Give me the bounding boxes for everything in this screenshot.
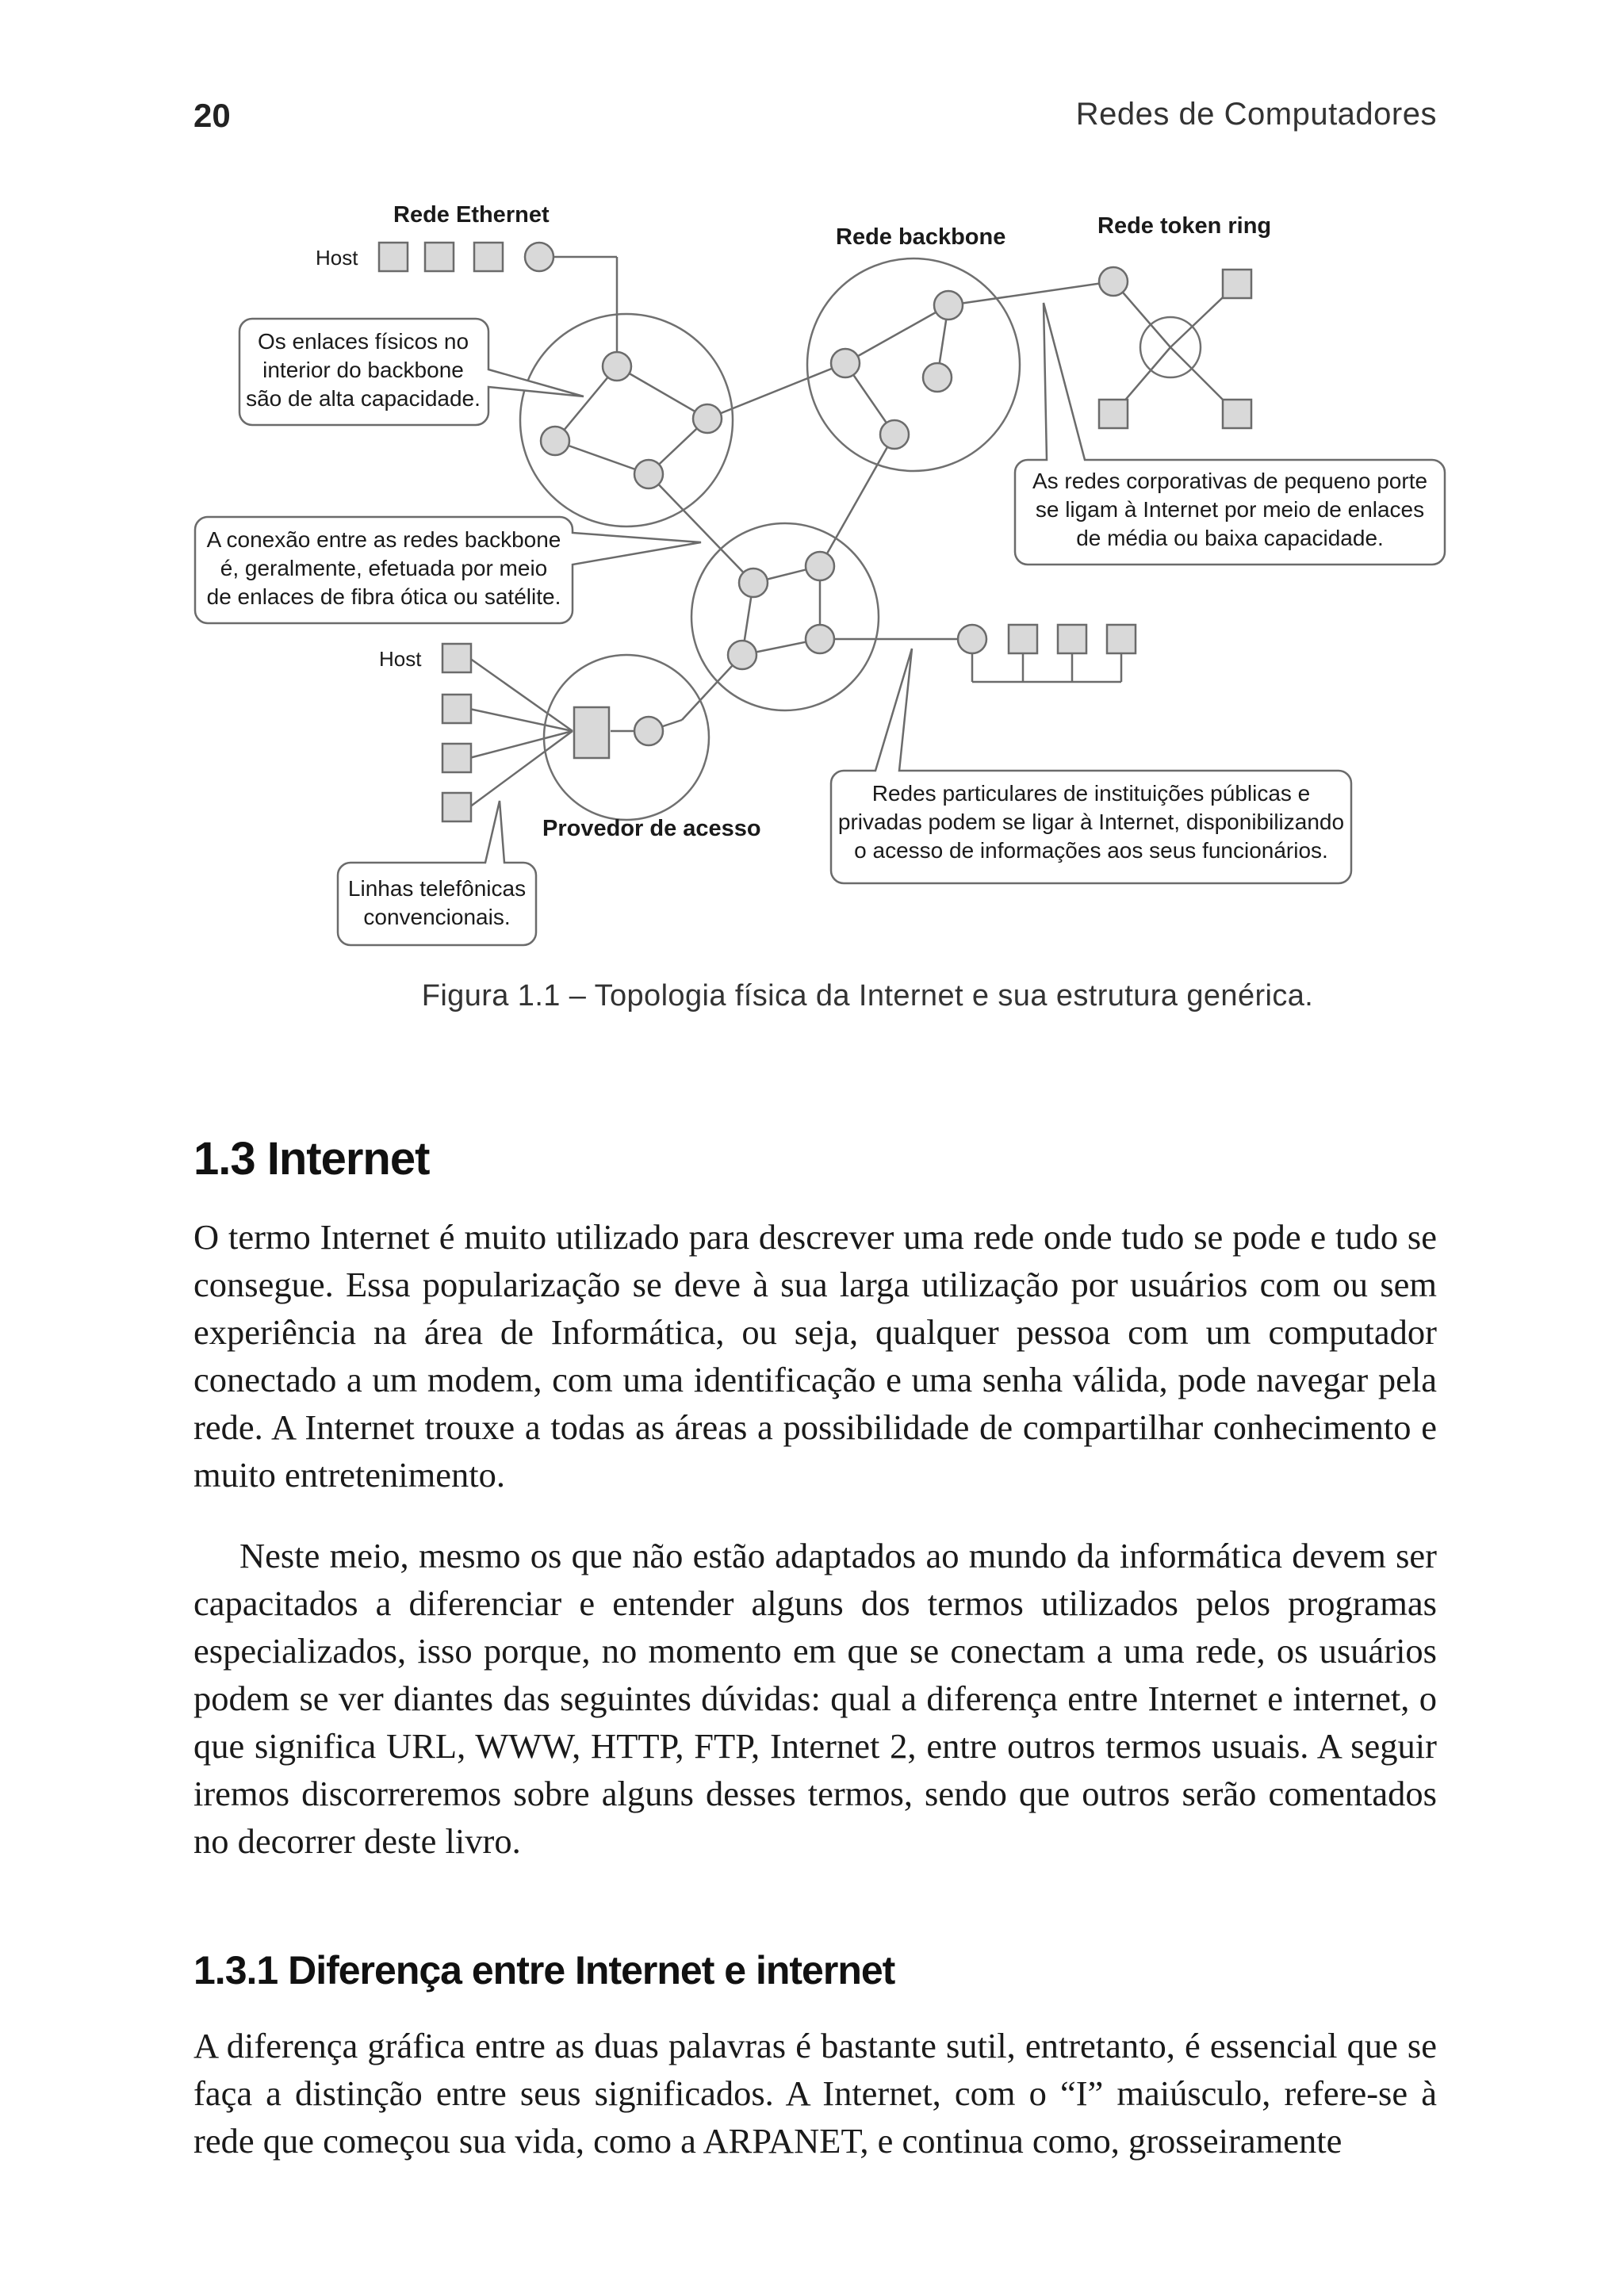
svg-text:de média ou baixa capacidade.: de média ou baixa capacidade. — [1076, 526, 1384, 550]
private-network-hosts — [1009, 625, 1136, 653]
label-rede-backbone: Rede backbone — [836, 224, 1006, 250]
page-number: 20 — [193, 97, 231, 134]
label-rede-token-ring: Rede token ring — [1097, 213, 1272, 239]
figure-caption: Figura 1.1 – Topologia física da Internet e sua estrutura genérica. — [421, 979, 1314, 1013]
svg-text:A conexão entre as redes backb: A conexão entre as redes backbone — [206, 527, 561, 552]
label-provedor-de-acesso: Provedor de acesso — [542, 816, 761, 841]
dialup-hosts — [442, 644, 609, 821]
internet-topology-figure — [0, 0, 1624, 967]
svg-text:Os enlaces físicos no: Os enlaces físicos no — [257, 329, 469, 354]
svg-text:é, geralmente, efetuada por me: é, geralmente, efetuada por meio — [220, 556, 548, 580]
svg-text:Redes particulares de institui: Redes particulares de instituições públicas e — [871, 781, 1311, 806]
callout-corporativas — [1032, 469, 1427, 550]
running-header-title: Redes de Computadores — [1075, 97, 1437, 132]
section-paragraph-1: O termo Internet é muito utilizado para descrever uma rede onde tudo se pode e tudo se consegue. Essa popularização se deve à sua larga utilização por usuários com ou sem experiência na área de Informática, ou seja, qualquer pessoa com um computador conectado a um modem, com uma identificação e uma senha válida, pode navegar pela rede. A Internet trouxe a todas as áreas a possibilidade de compartilhar conhecimento e muito entretenimento. — [193, 1217, 1437, 1495]
callout-enlaces — [246, 329, 481, 411]
label-host-bottom: Host — [379, 647, 422, 671]
callout-conexao — [207, 527, 561, 609]
callout-particulares — [838, 781, 1344, 863]
svg-text:são de alta capacidade.: são de alta capacidade. — [246, 386, 481, 411]
svg-text:convencionais.: convencionais. — [363, 905, 511, 929]
section-paragraph-2: Neste meio, mesmo os que não estão adaptados ao mundo da informática devem ser capacitados a diferenciar e entender alguns dos termos utilizados pelos programas especializados, isso porque, no momento em que se conectam a uma rede, os usuários podem se ver diantes das seguintes dúvidas: qual a diferença entre Internet e internet, o que significa URL, WWW, HTTP, FTP, Internet 2, entre outros termos usuais. A seguir iremos discorreremos sobre alguns desses termos, sendo que outros serão comentados no decorrer deste livro. — [193, 1536, 1437, 1861]
svg-text:o acesso de informações aos se: o acesso de informações aos seus funcionários. — [854, 838, 1328, 863]
svg-text:se ligam à Internet por meio d: se ligam à Internet por meio de enlaces — [1035, 497, 1425, 522]
subsection-paragraph-1: A diferença gráfica entre as duas palavras é bastante sutil, entretanto, é essencial que se faça a distinção entre seus significados. A Internet, com o “I” maiúsculo, refere-se à rede que começou sua vida, como a ARPANET, e continua como, grosseiramente — [193, 2026, 1437, 2161]
svg-text:de enlaces de fibra ótica ou s: de enlaces de fibra ótica ou satélite. — [206, 584, 561, 609]
svg-text:privadas podem se ligar à Inte: privadas podem se ligar à Internet, disponibilizando — [837, 810, 1345, 834]
svg-text:As redes corporativas de peque: As redes corporativas de pequeno porte — [1032, 469, 1428, 493]
svg-text:interior do backbone: interior do backbone — [262, 358, 464, 382]
section-heading: 1.3 Internet — [193, 1133, 430, 1185]
subsection-heading: 1.3.1 Diferença entre Internet e internet — [193, 1948, 895, 1992]
svg-text:Linhas telefônicas: Linhas telefônicas — [347, 876, 527, 901]
label-rede-ethernet: Rede Ethernet — [393, 202, 550, 228]
label-host-top: Host — [316, 246, 358, 270]
